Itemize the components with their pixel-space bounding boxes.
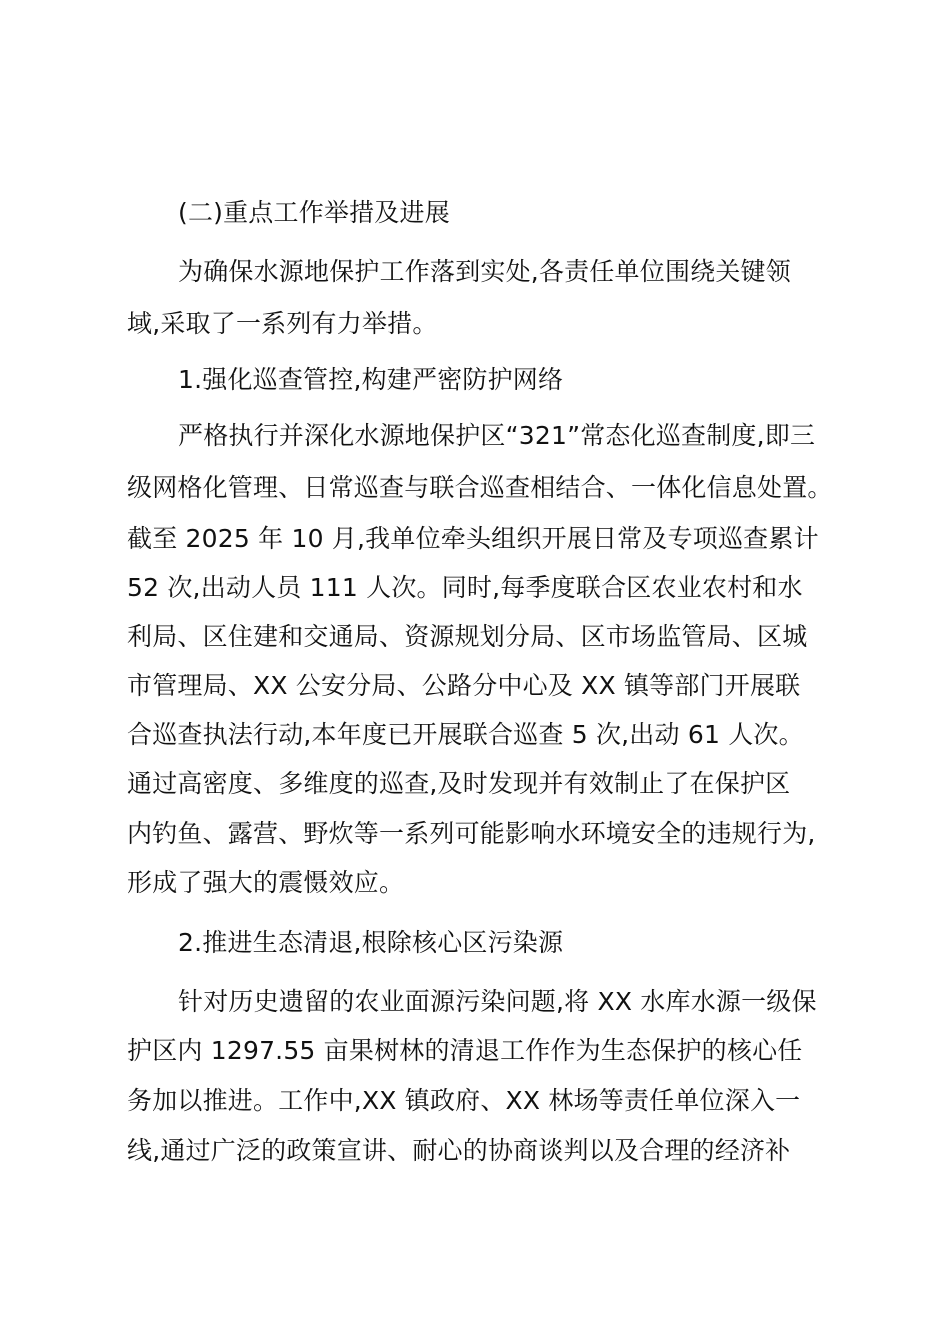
paragraph-line: 截至 2025 年 10 月,我单位牵头组织开展日常及专项巡查累计 (127, 524, 819, 553)
paragraph-line: 合巡查执法行动,本年度已开展联合巡查 5 次,出动 61 人次。 (127, 720, 804, 749)
paragraph-line: 护区内 1297.55 亩果树林的清退工作作为生态保护的核心任 (127, 1036, 803, 1065)
paragraph-line: 通过高密度、多维度的巡查,及时发现并有效制止了在保护区 (127, 769, 791, 798)
paragraph-line: 为确保水源地保护工作落到实处,各责任单位围绕关键领 (178, 257, 791, 286)
paragraph-line: 针对历史遗留的农业面源污染问题,将 XX 水库水源一级保 (178, 987, 817, 1016)
paragraph-line: 线,通过广泛的政策宣讲、耐心的协商谈判以及合理的经济补 (127, 1136, 791, 1165)
subheading-2: 2.推进生态清退,根除核心区污染源 (178, 928, 564, 957)
section-heading: (二)重点工作举措及进展 (178, 198, 450, 227)
paragraph-line: 严格执行并深化水源地保护区“321”常态化巡查制度,即三 (178, 421, 816, 450)
paragraph-line: 市管理局、XX 公安分局、公路分中心及 XX 镇等部门开展联 (127, 671, 801, 700)
paragraph-line: 利局、区住建和交通局、资源规划分局、区市场监管局、区城 (127, 622, 808, 651)
paragraph-line: 务加以推进。工作中,XX 镇政府、XX 林场等责任单位深入一 (127, 1086, 801, 1115)
paragraph-line: 52 次,出动人员 111 人次。同时,每季度联合区农业农村和水 (127, 573, 803, 602)
paragraph-line: 级网格化管理、日常巡查与联合巡查相结合、一体化信息处置。 (127, 473, 833, 502)
subheading-1: 1.强化巡查管控,构建严密防护网络 (178, 365, 564, 394)
paragraph-line: 内钓鱼、露营、野炊等一系列可能影响水环境安全的违规行为, (127, 819, 816, 848)
paragraph-line: 域,采取了一系列有力举措。 (127, 309, 438, 338)
paragraph-line: 形成了强大的震慑效应。 (127, 868, 405, 897)
